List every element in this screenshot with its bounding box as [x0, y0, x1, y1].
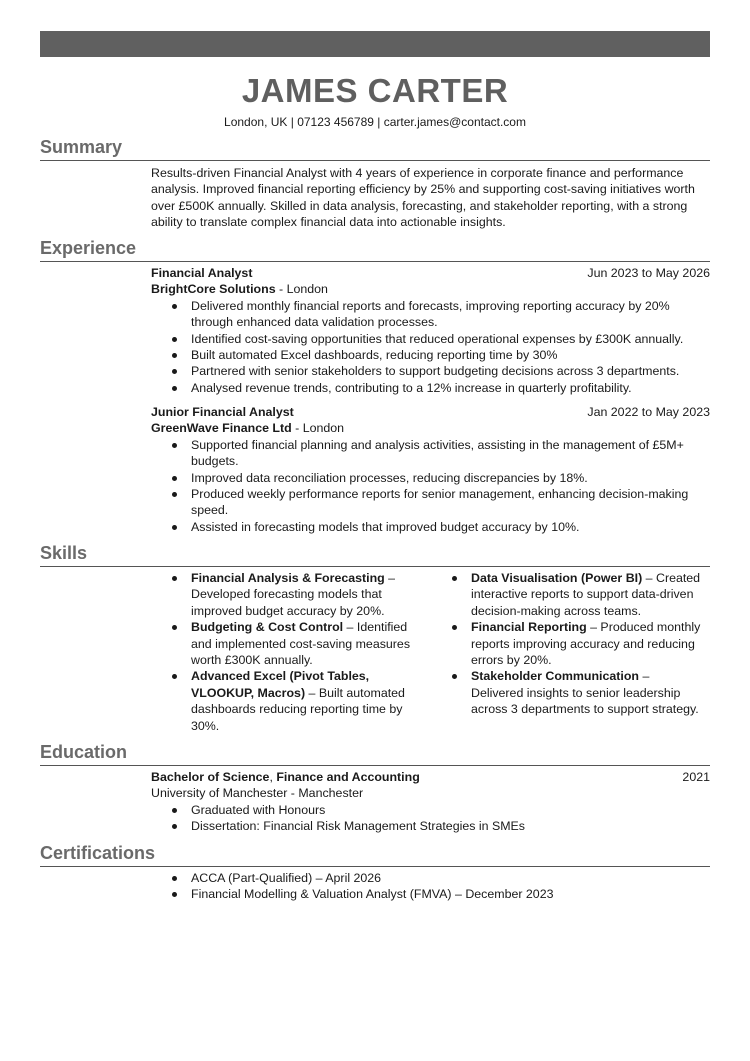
- degree: Bachelor of Science: [151, 770, 270, 784]
- section-title-summary: Summary: [40, 137, 123, 157]
- job-company: GreenWave Finance Ltd: [151, 421, 292, 436]
- skill-name: Data Visualisation (Power BI): [471, 571, 643, 585]
- job-dates: Jun 2023 to May 2026: [587, 266, 710, 280]
- skill-desc: – Delivered insights to senior leadership across 3 departments to support strategy.: [471, 669, 699, 717]
- skill-item: [151, 668, 431, 734]
- section-title-education: Education: [40, 742, 128, 762]
- skill-desc: – Developed forecasting models that improved budget accuracy by 20%.: [191, 571, 396, 618]
- list-item: Analysed revenue trends, contributing to a 12% increase in quarterly profitability.: [151, 380, 710, 396]
- skills-column-right: [431, 570, 711, 734]
- skill-item: [151, 619, 431, 668]
- job-location: - London: [275, 282, 328, 297]
- job-location: - London: [291, 421, 345, 436]
- job-company-line: [151, 420, 710, 436]
- summary-text: Results-driven Financial Analyst with 4 years of experience in corporate finance and performance analysis. Improved financial reporting efficiency by 25% and supporting cost-saving initiatives worth over £500K annually. Skilled in data analysis, forecasting, and stakeholder reporting, with a strong ability to translate complex financial data into actionable insights.: [151, 166, 695, 230]
- degree-separator: ,: [269, 770, 277, 784]
- list-item: Assisted in forecasting models that improved budget accuracy by 10%.: [151, 519, 710, 535]
- job-entry: [151, 265, 710, 396]
- skills-column-left: [151, 570, 431, 734]
- skill-name: Advanced Excel (Pivot Tables, VLOOKUP, Macros): [191, 669, 370, 700]
- list-item: ACCA (Part-Qualified) – April 2026: [151, 870, 710, 886]
- skill-item: [431, 570, 711, 619]
- education-bullets: [151, 802, 710, 835]
- skill-name: Stakeholder Communication: [471, 669, 639, 684]
- section-title-skills: Skills: [40, 543, 88, 563]
- skill-item: [151, 570, 431, 619]
- list-item: Improved data reconciliation processes, reducing discrepancies by 18%.: [151, 470, 710, 486]
- section-title-certifications: Certifications: [40, 843, 156, 863]
- job-entry: [151, 404, 710, 535]
- school-name: University of Manchester - Manchester: [151, 786, 364, 801]
- section-divider: [40, 261, 710, 262]
- skill-name: Financial Analysis & Forecasting: [191, 571, 385, 585]
- list-item: Dissertation: Financial Risk Management Strategies in SMEs: [151, 818, 710, 834]
- section-divider: [40, 765, 710, 766]
- list-item: Identified cost-saving opportunities that reduced operational expenses by £300K annually.: [151, 331, 710, 347]
- skill-desc: – Produced monthly reports improving accuracy and reducing errors by 20%.: [471, 620, 701, 668]
- job-bullets: [151, 437, 710, 535]
- contact-line: London, UK | 07123 456789 | carter.james@contact.com: [224, 115, 526, 129]
- certifications-list: [151, 870, 710, 903]
- list-item: Supported financial planning and analysis activities, assisting in the management of £5M+ budgets.: [151, 437, 710, 470]
- list-item: Graduated with Honours: [151, 802, 710, 818]
- section-divider: [40, 866, 710, 867]
- degree-line: [151, 769, 420, 785]
- list-item: Financial Modelling & Valuation Analyst (FMVA) – December 2023: [151, 886, 710, 902]
- job-bullets: [151, 298, 710, 396]
- education-entry: [151, 769, 710, 835]
- list-item: Delivered monthly financial reports and forecasts, improving reporting accuracy by 20% through enhanced data validation processes.: [151, 298, 710, 331]
- skill-desc: – Identified and implemented cost-saving measures worth £300K annually.: [191, 620, 411, 668]
- section-divider: [40, 566, 710, 567]
- candidate-name: JAMES CARTER: [241, 72, 509, 109]
- header-bar: [40, 31, 710, 57]
- education-year: 2021: [682, 770, 710, 784]
- job-title: Junior Financial Analyst: [151, 405, 294, 419]
- job-title: Financial Analyst: [151, 266, 253, 280]
- degree-field: Finance and Accounting: [276, 770, 420, 784]
- job-company-line: [151, 281, 710, 297]
- skill-desc: – Created interactive reports to support data-driven decision-making across teams.: [471, 571, 701, 618]
- skill-desc: – Built automated dashboards reducing reporting time by 30%.: [191, 685, 405, 733]
- section-divider: [40, 160, 710, 161]
- list-item: Partnered with senior stakeholders to support budgeting decisions across 3 departments.: [151, 363, 710, 379]
- skill-item: [431, 668, 711, 717]
- job-company: BrightCore Solutions: [151, 282, 276, 297]
- skill-name: Budgeting & Cost Control: [191, 620, 344, 635]
- list-item: Built automated Excel dashboards, reducing reporting time by 30%: [151, 347, 710, 363]
- skill-name: Financial Reporting: [471, 620, 587, 635]
- section-title-experience: Experience: [40, 238, 137, 258]
- skills-grid: [151, 570, 711, 734]
- skill-item: [431, 619, 711, 668]
- job-dates: Jan 2022 to May 2023: [587, 405, 710, 419]
- list-item: Produced weekly performance reports for senior management, enhancing decision-making speed.: [151, 486, 710, 519]
